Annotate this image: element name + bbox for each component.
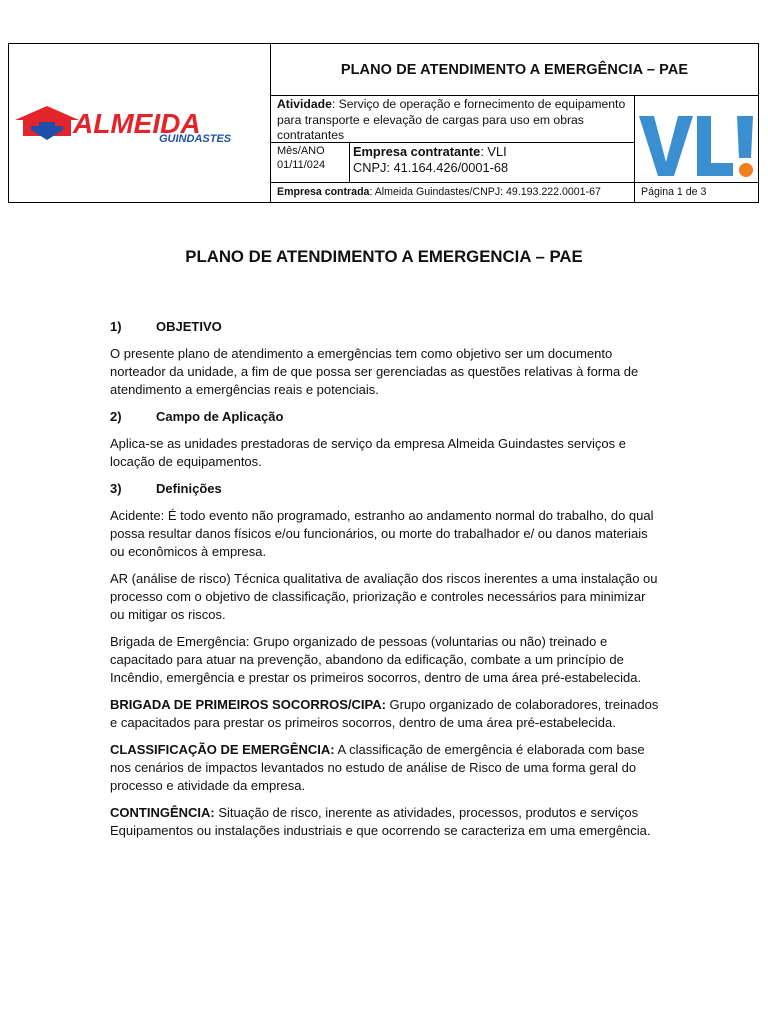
paragraph-text: Brigada de Emergência: Grupo organizado de pessoas (voluntarias ou não) treinado e capacitado para atuar na prevenção, abandono da edificação, combate a um princípio de Incêndio, emergência e prestar os primeiros socorros, dentro de uma área pré-estabelecida. bbox=[110, 634, 642, 685]
paragraph-text: A classificação de emergência é elaborada com base nos cenários de impactos levantados no estudo de análise de Risco de uma forma geral do processo e atividade da empresa. bbox=[110, 742, 645, 793]
paragraph bbox=[110, 741, 662, 795]
header-table bbox=[8, 43, 759, 203]
paragraph-text: Acidente: É todo evento não programado, estranho ao andamento normal do trabalho, do qual possa resultar danos físicos e/ou funcionários, ou morte do trabalhador e/ ou danos materiais ou econômicos à empresa. bbox=[110, 508, 654, 559]
empresa-contrada-value: : Almeida Guindastes/CNPJ: 49.193.222.0001-67 bbox=[369, 186, 601, 198]
page-number: Página 1 de 3 bbox=[641, 186, 707, 198]
paragraph bbox=[110, 696, 662, 732]
definition-term: BRIGADA DE PRIMEIROS SOCORROS/CIPA: bbox=[110, 697, 386, 712]
almeida-guindastes-logo bbox=[9, 44, 271, 202]
document-content bbox=[110, 318, 662, 849]
section-heading bbox=[110, 318, 662, 336]
atividade-cell bbox=[271, 96, 635, 143]
paragraph-text: AR (análise de risco) Técnica qualitativa de avaliação dos riscos inerentes a uma instalação ou processo com o objetivo de classificação, priorização e controles necessários para minimizar ou mitigar os riscos. bbox=[110, 571, 658, 622]
empresa-contratante-value: : VLI bbox=[480, 144, 507, 159]
paragraph-text: Grupo organizado de colaboradores, treinados e capacitados para prestar os primeiros socorros, dentro de uma área pré-estabelecida. bbox=[110, 697, 659, 730]
paragraph bbox=[110, 345, 662, 399]
empresa-contrada-label: Empresa contrada bbox=[277, 186, 370, 198]
atividade-text: : Serviço de operação e fornecimento de equipamento para transporte e elevação de cargas para uso em obras contratantes bbox=[277, 97, 626, 142]
section-heading bbox=[110, 480, 662, 498]
mes-ano-cell bbox=[271, 143, 350, 183]
logo-brand-text: ALMEIDA bbox=[73, 108, 201, 139]
section-number: 2) bbox=[110, 409, 122, 424]
document-title: PLANO DE ATENDIMENTO A EMERGENCIA – PAE bbox=[185, 247, 583, 266]
section-title: Definições bbox=[156, 481, 222, 496]
empresa-contratante-label: Empresa contratante bbox=[353, 144, 481, 159]
paragraph bbox=[110, 570, 662, 624]
mes-ano-label: Mês/ANO bbox=[277, 145, 325, 157]
paragraph-text: Aplica-se as unidades prestadoras de serviço da empresa Almeida Guindastes serviços e locação de equipamentos. bbox=[110, 436, 626, 469]
vli-logo bbox=[635, 96, 758, 183]
paragraph bbox=[110, 804, 662, 840]
atividade-label: Atividade bbox=[277, 97, 332, 111]
paragraph-text: Situação de risco, inerente as atividades, processos, produtos e serviços Equipamentos ou instalações industriais e que ocorrendo se caracteriza em uma emergência. bbox=[110, 805, 651, 838]
empresa-contratante-cell bbox=[350, 143, 635, 183]
mes-ano-value: 01/11/024 bbox=[277, 159, 326, 171]
section-heading bbox=[110, 408, 662, 426]
section-title: Campo de Aplicação bbox=[156, 409, 284, 424]
almeida-logo-cell bbox=[9, 44, 271, 202]
paragraph bbox=[110, 435, 662, 471]
section-number: 3) bbox=[110, 481, 122, 496]
paragraph bbox=[110, 633, 662, 687]
empresa-contrada-cell bbox=[271, 183, 635, 202]
paragraph-text: O presente plano de atendimento a emergências tem como objetivo ser um documento norteador da unidade, a fim de que possa ser gerenciadas as questões relativas à forma de atendimento a emergências reais e potenciais. bbox=[110, 346, 639, 397]
cnpj-value: : 41.164.426/0001-68 bbox=[386, 160, 509, 175]
logo-sub-text: GUINDASTES bbox=[159, 133, 232, 145]
vli-logo-cell bbox=[635, 96, 758, 183]
section-title: OBJETIVO bbox=[156, 319, 222, 334]
definition-term: CONTINGÊNCIA: bbox=[110, 805, 215, 820]
cnpj-label: CNPJ bbox=[353, 160, 387, 175]
section-number: 1) bbox=[110, 319, 122, 334]
definition-term: CLASSIFICAÇÃO DE EMERGÊNCIA: bbox=[110, 742, 335, 757]
header-title: PLANO DE ATENDIMENTO A EMERGÊNCIA – PAE bbox=[271, 44, 758, 96]
paragraph bbox=[110, 507, 662, 561]
